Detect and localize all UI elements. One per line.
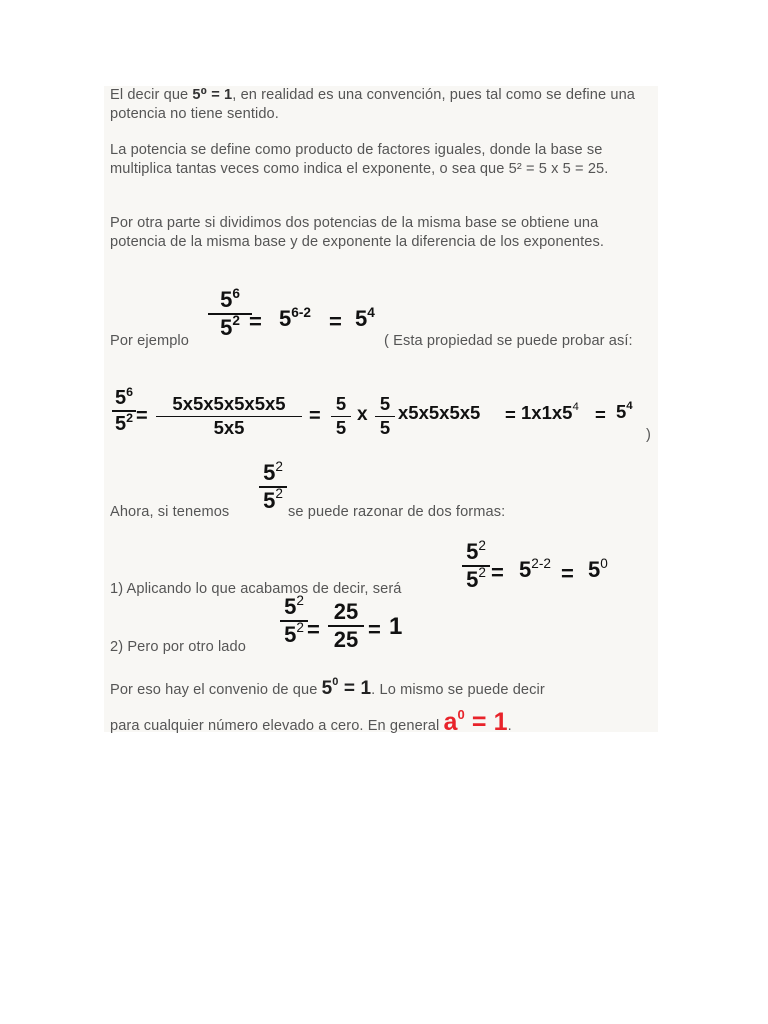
paragraph-definition: La potencia se define como producto de factores iguales, donde la base se multiplica tantas veces como indica el exponente, o sea que 5² = 5 x 5 = 25. — [110, 142, 609, 177]
fraction-5-over-5: 5 5 — [375, 395, 395, 438]
equals-sign: = — [309, 405, 321, 427]
fraction-5-2-over-5-2: $5^2$ $5^2$ — [259, 462, 287, 512]
final-line-2 — [110, 707, 655, 736]
power-5-4: $5^4$ — [616, 400, 633, 422]
equals-sign: = — [505, 404, 516, 425]
text: El decir que — [110, 87, 193, 103]
paragraph-division-rule: Por otra parte si dividimos dos potencias de la misma base se obtiene una potencia de la misma base y de exponente la diferencia de los exponentes. — [110, 215, 605, 250]
text: Por eso hay el convenio de que — [110, 682, 318, 698]
text: . Lo mismo se puede decir — [371, 682, 545, 698]
way1-text: 1) Aplicando lo que acabamos de decir, será — [110, 581, 402, 597]
fraction-5-6-over-5-2-small: $5^6$ $5^2$ — [112, 388, 136, 434]
paragraph-convention — [110, 86, 650, 124]
ones-product: $1x1x5^4$ — [521, 401, 579, 423]
way2-text: 2) Pero por otro lado — [110, 639, 246, 655]
fraction-25-over-25: 25 25 — [328, 601, 364, 651]
text: . — [507, 718, 512, 734]
fraction-product: 5x5x5x5x5x5 5x5 — [156, 395, 302, 438]
convention-formula: $5^0 = 1$ — [321, 676, 372, 699]
equals-sign: = — [136, 405, 148, 427]
now-post: se puede razonar de dos formas: — [288, 504, 506, 520]
equals-sign: = — [595, 404, 606, 425]
example-note: ( Esta propiedad se puede probar así: — [384, 333, 633, 349]
equals-sign: = — [329, 309, 342, 334]
example-label: Por ejemplo — [110, 333, 189, 349]
power-5-6-2: 5$^{6-2}$ — [279, 304, 311, 331]
times-sign: x — [357, 404, 368, 425]
bold-formula: 5⁰ = 1 — [192, 87, 233, 103]
power-5-2-2: 5$^{2-2}$ — [519, 555, 551, 582]
fraction-5-6-over-5-2: $5^6$ $5^2$ — [208, 289, 252, 339]
general-formula: $a^0 = 1$ — [443, 707, 508, 736]
final-line-1 — [110, 676, 655, 700]
result-one: 1 — [389, 613, 403, 640]
now-label: Ahora, si tenemos — [110, 504, 230, 520]
equals-sign: = — [307, 617, 320, 642]
fraction-5-2-over-5-2: $5^2$ $5^2$ — [462, 541, 490, 591]
fraction-5-2-over-5-2: $5^2$ $5^2$ — [280, 596, 308, 646]
fraction-5-over-5: 5 5 — [331, 395, 351, 438]
equals-sign: = — [561, 561, 574, 586]
text: , en realidad es una convención, pues tal como se define una potencia no tiene sentido. — [110, 87, 636, 122]
text: para cualquier número elevado a cero. En general — [110, 718, 440, 734]
example-note-line1 — [384, 332, 646, 351]
equals-sign: = — [368, 617, 381, 642]
power-5-4: $5^4$ — [355, 304, 375, 331]
document-page — [104, 86, 658, 736]
equals-sign: = — [491, 560, 504, 585]
closing-paren: ) — [646, 427, 651, 443]
equals-sign: = — [249, 309, 262, 334]
product-tail: x5x5x5x5 — [398, 402, 481, 423]
power-5-0: $5^0$ — [588, 555, 608, 582]
